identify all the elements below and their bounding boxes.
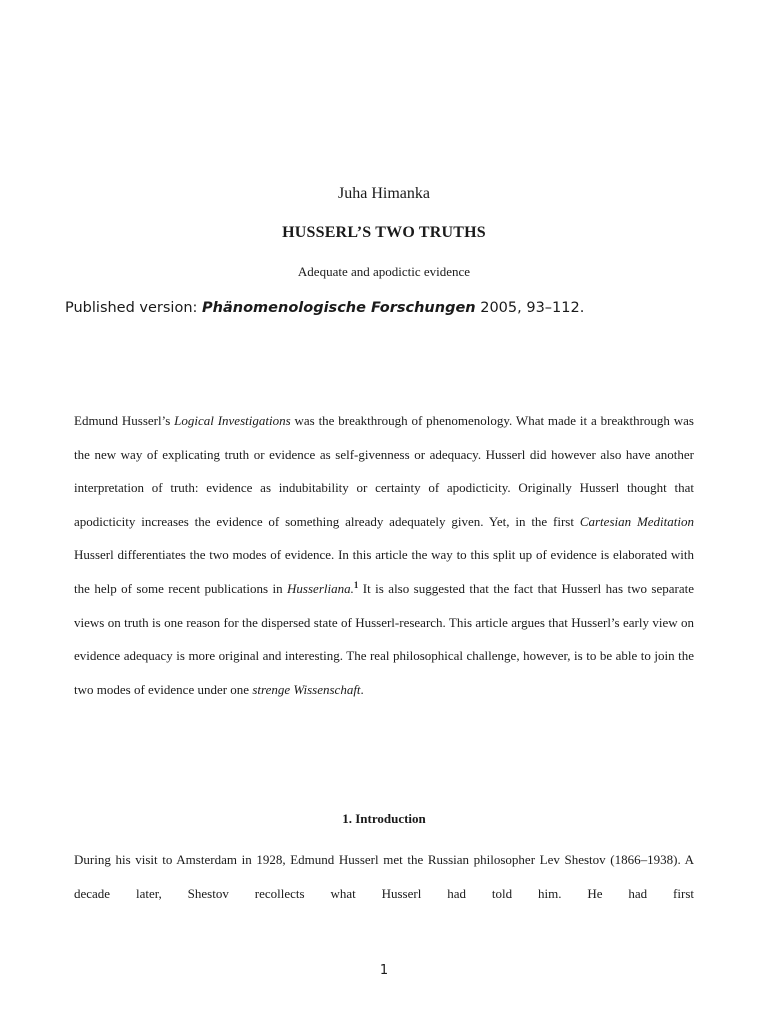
abstract-text: Husserl differentiates the two modes of evidence. In this article the way to this split up of evidence is elaborated with the help of some recent publications in	[74, 547, 694, 596]
publication-note	[65, 300, 584, 316]
section-heading: 1. Introduction	[342, 811, 426, 826]
footnote-marker[interactable]: 1	[353, 579, 359, 590]
abstract-italic-title: Cartesian Meditation	[579, 513, 694, 529]
abstract-italic-title: Logical Investigations	[174, 413, 291, 428]
journal-name: Phänomenologische Forschungen	[202, 300, 476, 316]
author-name: Juha Himanka	[338, 185, 430, 202]
paper-title: HUSSERL’S TWO TRUTHS	[282, 224, 486, 241]
abstract-italic-term: strenge Wissenschaft	[252, 681, 361, 697]
abstract-text: .	[360, 681, 364, 697]
abstract-italic-title: Husserliana.	[287, 580, 354, 596]
abstract-text: It is also suggested that the fact that Husserl has two separate views on truth is one reason for the dispersed state of Husserl-research. This article argues that Husserl’s early view on evidence adequacy is more original and interesting. The real philosophical challenge, however, is to be able to join the two modes of evidence under one	[74, 580, 694, 697]
paper-subtitle: Adequate and apodictic evidence	[297, 264, 471, 279]
intro-paragraph: During his visit to Amsterdam in 1928, Edmund Husserl met the Russian philosopher Lev Shestov (1866–1938). A decade later, Shestov recollects what Husserl had told him. He had first	[74, 852, 694, 901]
abstract-text: Edmund Husserl’s	[74, 413, 175, 428]
publication-prefix: Published version:	[65, 300, 203, 316]
abstract-paragraph	[74, 404, 694, 706]
publication-details: 2005, 93–112.	[475, 300, 585, 316]
page-number: 1	[379, 963, 389, 978]
abstract-text: was the breakthrough of phenomenology. What made it a breakthrough was the new way of explicating truth or evidence as self-givenness or adequacy. Husserl did however also have another interpretation of truth: evidence as indubitability or certainty of apodicticity. Originally Husserl thought that apodicticity increases the evidence of something already adequately given. Yet, in the first	[74, 413, 694, 529]
